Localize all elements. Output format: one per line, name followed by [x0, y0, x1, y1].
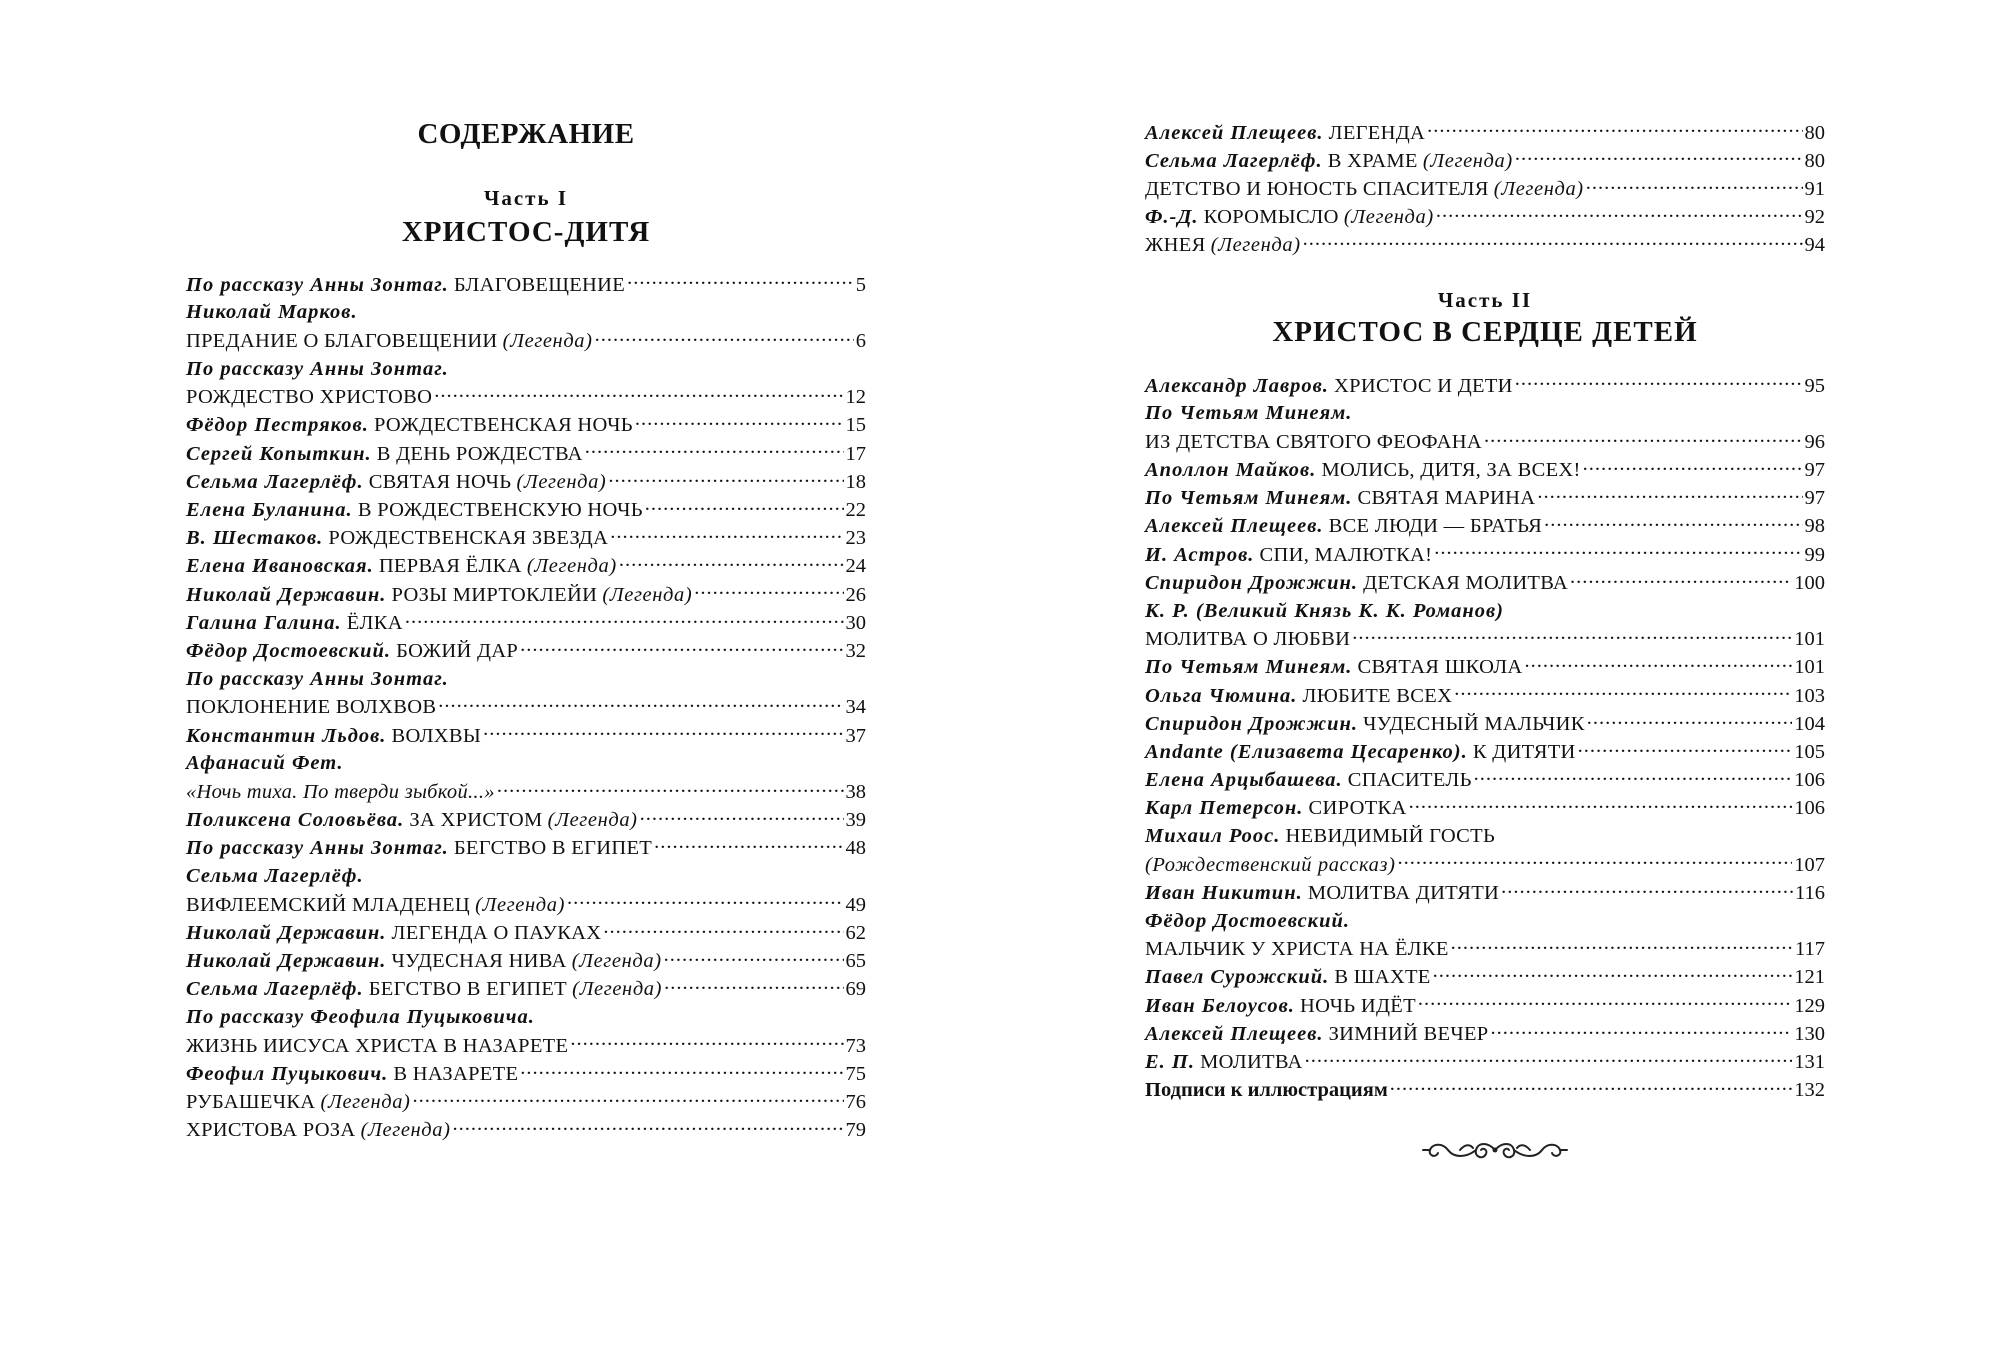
entry-author: В. Шестаков.	[186, 527, 324, 550]
entry-work-title: СВЯТАЯ ШКОЛА	[1357, 656, 1523, 679]
entry-page-number: 76	[845, 1090, 866, 1113]
entry-work-title: ИЗ ДЕТСТВА СВЯТОГО ФЕОФАНА	[1145, 430, 1482, 453]
toc-entry	[1145, 963, 1825, 991]
entry-page-number: 91	[1804, 177, 1825, 200]
entry-work-title: БЕГСТВО В ЕГИПЕТ	[453, 837, 653, 860]
toc-entry	[186, 693, 866, 721]
toc-entry	[1145, 1048, 1825, 1076]
entry-page-number: 30	[845, 611, 866, 634]
toc-entry	[1145, 597, 1825, 625]
dot-leader	[1484, 427, 1803, 448]
toc-entry	[1145, 850, 1825, 878]
entry-author: По рассказу Анны Зонтаг.	[186, 357, 449, 380]
entry-work-title: ПЕРВАЯ ЁЛКА	[378, 555, 522, 578]
toc-entry	[186, 636, 866, 664]
entry-page-number: 94	[1804, 234, 1825, 257]
toc-entry	[186, 552, 866, 580]
entry-work-title: НОЧЬ ИДЁТ	[1300, 994, 1416, 1017]
toc-entry	[1145, 737, 1825, 765]
entry-work-title: ДЕТСТВО И ЮНОСТЬ СПАСИТЕЛЯ	[1145, 177, 1489, 200]
entry-page-number: 98	[1804, 515, 1825, 538]
entry-note: (Легенда)	[502, 329, 593, 352]
toc-entry	[1145, 540, 1825, 568]
entry-title-bold: Подписи к иллюстрациям	[1145, 1079, 1388, 1102]
toc-entry	[1145, 681, 1825, 709]
entry-page-number: 39	[845, 809, 866, 832]
entry-author: Спиридон Дрожжин.	[1145, 712, 1358, 735]
toc-entry	[1145, 568, 1825, 596]
toc-entry	[1145, 653, 1825, 681]
entry-page-number: 24	[845, 555, 866, 578]
entry-work-title: СВЯТАЯ НОЧЬ	[368, 470, 512, 493]
dot-leader	[1390, 1076, 1792, 1097]
entry-work-title: СПИ, МАЛЮТКА!	[1259, 543, 1433, 566]
toc-entry	[186, 411, 866, 439]
dot-leader	[434, 383, 843, 404]
toc-entry	[1145, 456, 1825, 484]
entry-work-title: МАЛЬЧИК У ХРИСТА НА ЁЛКЕ	[1145, 938, 1449, 961]
dot-leader	[497, 777, 844, 798]
entry-page-number: 117	[1795, 938, 1825, 961]
entry-author: Фёдор Пестряков.	[186, 414, 369, 437]
toc-entry	[1145, 766, 1825, 794]
dot-leader	[1474, 766, 1793, 787]
dot-leader	[645, 496, 844, 517]
dot-leader	[1578, 737, 1793, 758]
entry-work-title: В РОЖДЕСТВЕНСКУЮ НОЧЬ	[357, 499, 643, 521]
toc-entry	[186, 890, 866, 918]
toc-entry	[186, 749, 866, 777]
toc-entry	[186, 608, 866, 636]
toc-entry	[1145, 118, 1825, 146]
entry-note: (Легенда)	[547, 809, 638, 832]
dot-leader	[1491, 1019, 1793, 1040]
toc-title: СОДЕРЖАНИЕ	[417, 118, 635, 150]
dot-leader	[520, 1059, 843, 1080]
dot-leader	[619, 552, 844, 573]
entry-work-title: СВЯТАЯ МАРИНА	[1357, 487, 1536, 510]
entry-page-number: 32	[845, 639, 866, 662]
entry-work-title: ВОЛХВЫ	[391, 724, 482, 747]
dot-leader	[1454, 681, 1792, 702]
entry-page-number: 103	[1794, 684, 1825, 707]
entry-page-number: 95	[1804, 374, 1825, 397]
part1-continued-entry-list	[1145, 118, 1825, 259]
dot-leader	[664, 947, 844, 968]
dot-leader	[1398, 850, 1793, 871]
entry-work-title: БОЖИЙ ДАР	[396, 639, 519, 662]
entry-author: Александр Лавров.	[1145, 374, 1329, 397]
entry-author: Елена Ивановская.	[186, 555, 374, 578]
entry-work-title: ЧУДЕСНЫЙ МАЛЬЧИК	[1363, 712, 1585, 735]
entry-author: По Четьям Минеям.	[1145, 402, 1353, 425]
entry-page-number: 92	[1804, 206, 1825, 229]
entry-author: Сельма Лагерлёф.	[186, 978, 364, 1001]
entry-author: Константин Льдов.	[186, 724, 387, 747]
entry-author: Иван Белоусов.	[1145, 994, 1295, 1017]
entry-note: (Легенда)	[1210, 234, 1301, 257]
toc-entry	[1145, 625, 1825, 653]
entry-work-title: МОЛИТВА ДИТЯТИ	[1307, 881, 1500, 904]
toc-entry	[1145, 512, 1825, 540]
entry-page-number: 37	[845, 724, 866, 747]
toc-entry	[1145, 878, 1825, 906]
entry-author: Ольга Чюмина.	[1145, 684, 1298, 707]
toc-entry	[1145, 146, 1825, 174]
dot-leader	[664, 975, 843, 996]
toc-entry	[186, 947, 866, 975]
entry-author: Николай Державин.	[186, 950, 387, 972]
entry-author: Михаил Роос.	[1145, 825, 1281, 847]
entry-note: (Легенда)	[526, 555, 617, 578]
entry-work-title: ЗИМНИЙ ВЕЧЕР	[1328, 1022, 1489, 1045]
part2-entry-list	[1145, 371, 1825, 1104]
entry-work-title: В ШАХТЕ	[1334, 966, 1431, 989]
entry-author: Andante (Елизавета Цесаренко).	[1145, 740, 1468, 763]
toc-entry	[186, 918, 866, 946]
entry-author: По рассказу Феофила Пуцыковича.	[186, 1005, 535, 1028]
entry-work-title: ЛЕГЕНДА О ПАУКАХ	[391, 921, 602, 944]
toc-entry	[186, 270, 866, 298]
entry-work-title: ЗА ХРИСТОМ	[409, 809, 543, 832]
part2-title: ХРИСТОС В СЕРДЦЕ ДЕТЕЙ	[1272, 316, 1698, 348]
toc-entry	[186, 524, 866, 552]
entry-author: Николай Державин.	[186, 921, 387, 944]
entry-page-number: 130	[1794, 1022, 1825, 1045]
toc-entry	[186, 1031, 866, 1059]
entry-work-title: В ХРАМЕ	[1327, 149, 1418, 172]
dot-leader	[640, 806, 844, 827]
entry-work-title: РОЖДЕСТВО ХРИСТОВО	[186, 386, 433, 409]
entry-page-number: 80	[1804, 149, 1825, 172]
entry-work-title: БЕГСТВО В ЕГИПЕТ	[368, 978, 568, 1001]
entry-author: По рассказу Анны Зонтаг.	[186, 837, 449, 860]
entry-work-title: В ДЕНЬ РОЖДЕСТВА	[376, 442, 583, 465]
toc-entry	[186, 1059, 866, 1087]
entry-page-number: 129	[1794, 994, 1825, 1017]
entry-work-title: «Ночь тиха. По тверди зыбкой...»	[186, 780, 495, 803]
part2-label: Часть II	[1437, 288, 1533, 312]
toc-entry	[186, 975, 866, 1003]
entry-author: Алексей Плещеев.	[1145, 121, 1324, 144]
dot-leader	[1409, 794, 1793, 815]
entry-work-title: ЁЛКА	[346, 611, 403, 634]
entry-author: Аполлон Майков.	[1145, 459, 1317, 482]
entry-page-number: 80	[1804, 121, 1825, 144]
entry-author: Алексей Плещеев.	[1145, 515, 1324, 538]
toc-entry	[186, 355, 866, 383]
dot-leader	[635, 411, 844, 432]
entry-work-title: СПАСИТЕЛЬ	[1347, 769, 1472, 792]
entry-page-number: 48	[845, 837, 866, 860]
toc-entry	[1145, 709, 1825, 737]
dot-leader	[438, 693, 843, 714]
dot-leader	[1433, 963, 1793, 984]
dot-leader	[1586, 174, 1803, 195]
entry-work-title: РОЖДЕСТВЕНСКАЯ НОЧЬ	[373, 414, 633, 437]
dot-leader	[654, 834, 843, 855]
dot-leader	[412, 1087, 843, 1108]
dot-leader	[608, 467, 843, 488]
toc-entry	[1145, 399, 1825, 427]
entry-author: Карл Петерсон.	[1145, 797, 1304, 820]
toc-entry	[186, 777, 866, 805]
toc-entry	[186, 1087, 866, 1115]
entry-work-title: РУБАШЕЧКА	[186, 1090, 316, 1113]
toc-entry	[1145, 203, 1825, 231]
toc-entry	[186, 383, 866, 411]
entry-page-number: 101	[1794, 656, 1825, 679]
entry-note: (Легенда)	[572, 978, 663, 1001]
entry-page-number: 17	[845, 442, 866, 465]
entry-work-title: ХРИСТОВА РОЗА	[186, 1119, 356, 1142]
toc-entry	[1145, 1019, 1825, 1047]
entry-page-number: 65	[845, 950, 866, 972]
toc-entry	[186, 326, 866, 354]
dot-leader	[483, 721, 843, 742]
entry-page-number: 23	[845, 527, 866, 550]
entry-page-number: 12	[845, 386, 866, 409]
entry-author: Феофил Пуцыкович.	[186, 1062, 389, 1085]
dot-leader	[1583, 456, 1803, 477]
entry-page-number: 97	[1804, 487, 1825, 510]
entry-author: К. Р. (Великий Князь К. К. Романов)	[1145, 599, 1505, 622]
entry-work-title: БЛАГОВЕЩЕНИЕ	[453, 273, 626, 296]
entry-author: Сельма Лагерлёф.	[186, 864, 364, 887]
dot-leader	[1537, 484, 1802, 505]
entry-author: Павел Сурожский.	[1145, 966, 1330, 989]
toc-entry	[186, 439, 866, 467]
dot-leader	[567, 890, 843, 911]
dot-leader	[1303, 231, 1803, 252]
entry-author: Поликсена Соловьёва.	[186, 809, 405, 832]
entry-page-number: 106	[1794, 797, 1825, 820]
dot-leader	[694, 580, 843, 601]
dot-leader	[603, 918, 843, 939]
dot-leader	[1305, 1048, 1793, 1069]
entry-author: Афанасий Фет.	[186, 752, 344, 775]
entry-page-number: 96	[1804, 430, 1825, 453]
entry-page-number: 116	[1795, 881, 1825, 904]
entry-author: И. Астров.	[1145, 543, 1255, 566]
part1-title: ХРИСТОС-ДИТЯ	[401, 216, 651, 248]
dot-leader	[405, 608, 844, 629]
entry-work-title: В НАЗАРЕТЕ	[393, 1062, 519, 1085]
toc-entry	[186, 298, 866, 326]
entry-page-number: 97	[1804, 459, 1825, 482]
dot-leader	[610, 524, 843, 545]
entry-page-number: 22	[845, 499, 866, 521]
toc-entry	[186, 467, 866, 495]
dot-leader	[595, 326, 854, 347]
entry-author: Николай Марков.	[186, 301, 358, 324]
dot-leader	[1501, 878, 1793, 899]
dot-leader	[1587, 709, 1793, 730]
entry-work-title: ЖИЗНЬ ИИСУСА ХРИСТА В НАЗАРЕТЕ	[186, 1034, 569, 1057]
entry-author: Елена Арцыбашева.	[1145, 769, 1343, 792]
entry-author: По рассказу Анны Зонтаг.	[186, 667, 449, 690]
entry-work-title: МОЛИСЬ, ДИТЯ, ЗА ВСЕХ!	[1321, 459, 1581, 482]
entry-page-number: 73	[845, 1034, 866, 1057]
entry-work-title: ЖНЕЯ	[1145, 234, 1206, 257]
entry-page-number: 6	[855, 329, 866, 352]
entry-work-title: ПРЕДАНИЕ О БЛАГОВЕЩЕНИИ	[186, 329, 498, 352]
entry-note: (Легенда)	[516, 470, 607, 493]
dot-leader	[585, 439, 844, 460]
entry-author: По рассказу Анны Зонтаг.	[186, 273, 449, 296]
toc-entry	[1145, 794, 1825, 822]
dot-leader	[1427, 118, 1802, 139]
dot-leader	[1570, 568, 1792, 589]
dot-leader	[627, 270, 854, 291]
entry-author: По Четьям Минеям.	[1145, 656, 1353, 679]
toc-entry	[1145, 907, 1825, 935]
entry-author: Иван Никитин.	[1145, 881, 1303, 904]
dot-leader	[1436, 203, 1803, 224]
entry-note: (Легенда)	[320, 1090, 411, 1113]
entry-note: (Легенда)	[1343, 206, 1434, 229]
entry-page-number: 49	[845, 893, 866, 916]
entry-work-title: МОЛИТВА О ЛЮБВИ	[1145, 628, 1351, 651]
dot-leader	[1515, 146, 1803, 167]
entry-author: Е. П.	[1145, 1051, 1195, 1073]
entry-work-title: КОРОМЫСЛО	[1203, 206, 1339, 229]
entry-page-number: 131	[1794, 1051, 1825, 1073]
entry-page-number: 69	[845, 978, 866, 1001]
entry-author: По Четьям Минеям.	[1145, 487, 1353, 510]
entry-page-number: 105	[1794, 740, 1825, 763]
entry-page-number: 62	[845, 921, 866, 944]
entry-page-number: 106	[1794, 769, 1825, 792]
entry-work-title: СИРОТКА	[1308, 797, 1407, 820]
entry-work-title: МОЛИТВА	[1200, 1051, 1303, 1073]
entry-page-number: 99	[1804, 543, 1825, 566]
toc-entry	[186, 1116, 866, 1144]
entry-page-number: 104	[1794, 712, 1825, 735]
entry-work-title: НЕВИДИМЫЙ ГОСТЬ	[1285, 825, 1496, 847]
entry-work-title: К ДИТЯТИ	[1472, 740, 1576, 763]
entry-work-title: ВИФЛЕЕМСКИЙ МЛАДЕНЕЦ	[186, 893, 470, 916]
entry-work-title: ДЕТСКАЯ МОЛИТВА	[1363, 571, 1569, 594]
entry-note: (Легенда)	[571, 950, 662, 972]
entry-author: Ф.-Д.	[1145, 206, 1199, 229]
entry-note: (Легенда)	[360, 1119, 451, 1142]
entry-work-title: ХРИСТОС И ДЕТИ	[1334, 374, 1513, 397]
dot-leader	[1544, 512, 1802, 533]
entry-note: (Легенда)	[602, 583, 693, 606]
entry-work-title: ПОКЛОНЕНИЕ ВОЛХВОВ	[186, 696, 437, 719]
entry-work-title: РОЗЫ МИРТОКЛЕЙИ	[391, 583, 598, 606]
dot-leader	[453, 1116, 844, 1137]
entry-author: Спиридон Дрожжин.	[1145, 571, 1358, 594]
toc-entry	[1145, 174, 1825, 202]
dot-leader	[1515, 371, 1803, 392]
toc-entry	[186, 721, 866, 749]
toc-entry	[1145, 822, 1825, 850]
toc-entry	[186, 834, 866, 862]
toc-entry	[186, 496, 866, 524]
toc-entry	[1145, 991, 1825, 1019]
dot-leader	[1434, 540, 1802, 561]
dot-leader	[1525, 653, 1793, 674]
entry-page-number: 34	[845, 696, 866, 719]
entry-page-number: 26	[845, 583, 866, 606]
entry-work-title: ЧУДЕСНАЯ НИВА	[391, 950, 567, 972]
dot-leader	[1418, 991, 1792, 1012]
toc-entry	[1145, 935, 1825, 963]
toc-entry	[186, 1003, 866, 1031]
entry-page-number: 15	[845, 414, 866, 437]
entry-page-number: 101	[1794, 628, 1825, 651]
entry-page-number: 107	[1794, 853, 1825, 876]
entry-note: (Легенда)	[475, 893, 566, 916]
entry-note: (Легенда)	[1422, 149, 1513, 172]
entry-note: (Легенда)	[1493, 177, 1584, 200]
toc-entry	[1145, 484, 1825, 512]
entry-work-title: ЛЮБИТЕ ВСЕХ	[1302, 684, 1453, 707]
part1-label: Часть I	[483, 186, 569, 210]
entry-author: Фёдор Достоевский.	[1145, 909, 1351, 932]
entry-page-number: 75	[845, 1062, 866, 1085]
entry-author: Николай Державин.	[186, 583, 387, 606]
entry-author: Сергей Копыткин.	[186, 442, 372, 465]
entry-author: Фёдор Достоевский.	[186, 639, 392, 662]
entry-work-title: ЛЕГЕНДА	[1328, 121, 1426, 144]
toc-entry	[1145, 371, 1825, 399]
entry-page-number: 5	[855, 273, 866, 296]
toc-entry	[1145, 427, 1825, 455]
dot-leader	[1352, 625, 1792, 646]
toc-entry	[1145, 231, 1825, 259]
entry-page-number: 132	[1794, 1079, 1825, 1102]
dot-leader	[570, 1031, 843, 1052]
entry-page-number: 18	[845, 470, 866, 493]
toc-entry	[186, 580, 866, 608]
toc-entry	[1145, 1076, 1825, 1104]
entry-note: (Рождественский рассказ)	[1145, 853, 1396, 876]
entry-author: Елена Буланина.	[186, 499, 353, 521]
entry-author: Сельма Лагерлёф.	[1145, 149, 1323, 172]
part1-entry-list	[186, 270, 866, 1144]
entry-author: Сельма Лагерлёф.	[186, 470, 364, 493]
entry-work-title: ВСЕ ЛЮДИ — БРАТЬЯ	[1328, 515, 1543, 538]
entry-page-number: 79	[845, 1119, 866, 1142]
toc-entry	[186, 665, 866, 693]
entry-work-title: РОЖДЕСТВЕНСКАЯ ЗВЕЗДА	[328, 527, 609, 550]
dot-leader	[1451, 935, 1793, 956]
entry-page-number: 38	[845, 780, 866, 803]
entry-author: Галина Галина.	[186, 611, 342, 634]
flourish-ornament-icon	[1420, 1130, 1570, 1170]
entry-page-number: 100	[1794, 571, 1825, 594]
entry-author: Алексей Плещеев.	[1145, 1022, 1324, 1045]
dot-leader	[520, 636, 843, 657]
entry-page-number: 121	[1794, 966, 1825, 989]
toc-entry	[186, 862, 866, 890]
toc-entry	[186, 806, 866, 834]
